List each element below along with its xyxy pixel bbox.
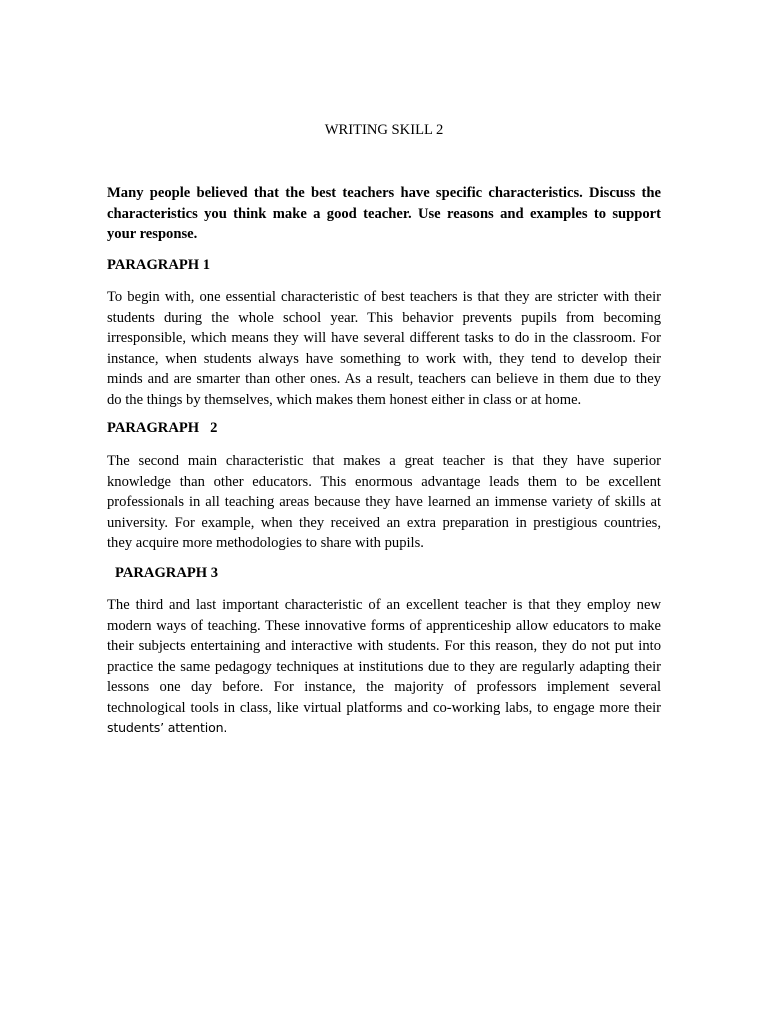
body-line: students during the whole school year. This behavior prevents pupils from becoming [107, 309, 661, 326]
section-body-paragraph-1 [107, 287, 661, 410]
body-line: university. For example, when they received an extra preparation in prestigious countries, [107, 514, 661, 531]
body-line: irresponsible, which means they will have several different tasks to do in the classroom. For [107, 330, 661, 346]
body-line: professionals in all teaching areas because they have learned an immense variety of skills at [107, 494, 661, 510]
section-heading-paragraph-3: PARAGRAPH 3 [115, 565, 219, 581]
body-line: students’ attention. [107, 720, 228, 735]
body-line: their subjects entertaining and interactive with students. For this reason, they do not put into [107, 638, 661, 654]
section-heading-paragraph-1: PARAGRAPH 1 [107, 257, 211, 273]
body-line: lessons one day before. For instance, the majority of professors implement several [107, 679, 661, 695]
body-line: minds and are smarter than other ones. As a result, teachers can believe in them due to they [107, 371, 661, 387]
essay-prompt [107, 183, 661, 245]
body-line: instance, when students always have something to work with, they tend to develop their [107, 350, 661, 367]
body-line: do the things by themselves, which makes them honest either in class or at home. [107, 391, 582, 408]
body-line: knowledge than other educators. This enormous advantage leads them to be excellent [107, 473, 661, 490]
body-line: To begin with, one essential characteristic of best teachers is that they are stricter with their [107, 289, 661, 305]
body-line: practice the same pedagogy techniques at institutions due to they are regularly adapting their [107, 658, 661, 675]
prompt-line: characteristics you think make a good teacher. Use reasons and examples to support [107, 205, 661, 222]
prompt-line: Many people believed that the best teachers have specific characteristics. Discuss the [107, 185, 661, 201]
body-line: they acquire more methodologies to share with pupils. [107, 535, 424, 551]
body-line: technological tools in class, like virtual platforms and co-working labs, to engage more their [107, 699, 661, 716]
body-line: The second main characteristic that makes a great teacher is that they have superior [107, 453, 661, 469]
body-line: modern ways of teaching. These innovative forms of apprenticeship allow educators to make [107, 617, 661, 634]
section-body-paragraph-3 [107, 595, 661, 739]
document-title-text: WRITING SKILL 2 [324, 122, 444, 138]
section-heading-paragraph-2: PARAGRAPH 2 [107, 420, 218, 436]
section-body-paragraph-2 [107, 451, 661, 554]
document-title [0, 122, 768, 139]
body-line: The third and last important characteristic of an excellent teacher is that they employ new [107, 597, 661, 613]
prompt-line: your response. [107, 226, 198, 243]
